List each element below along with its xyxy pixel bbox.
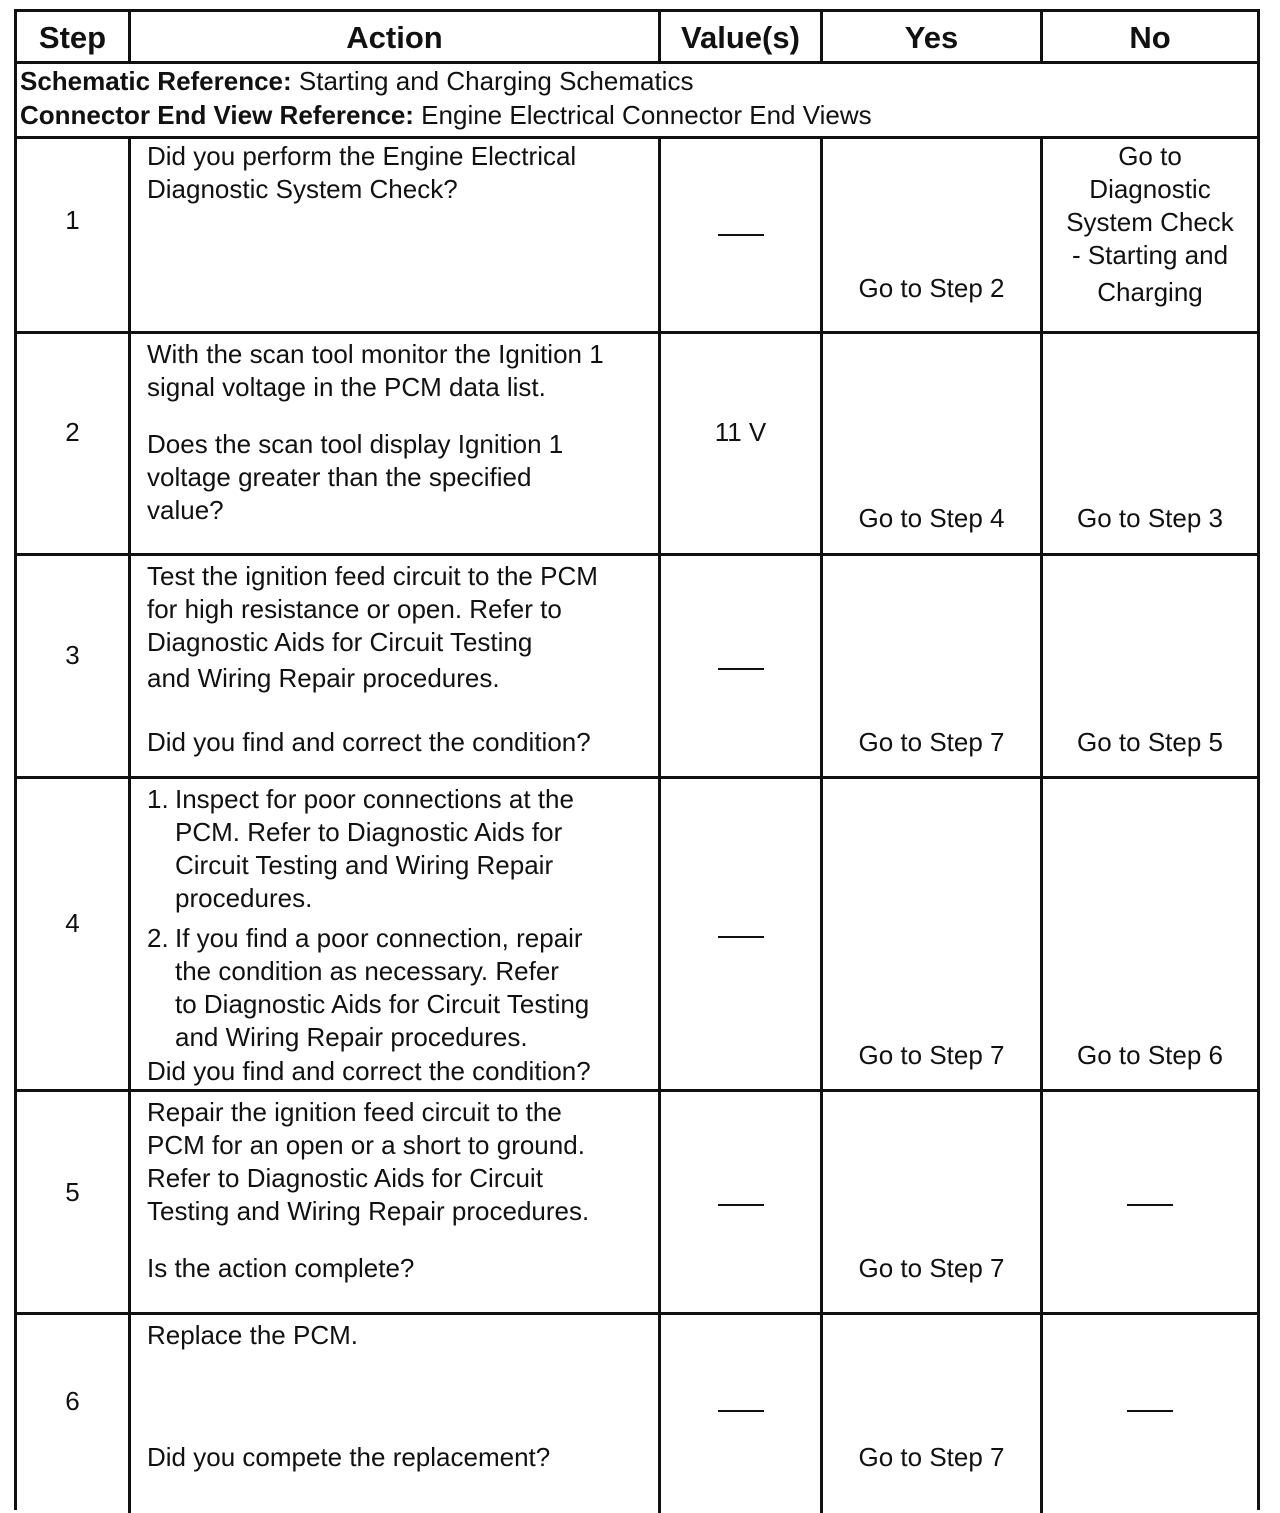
yes-cell	[820, 779, 1040, 1089]
step-number: 1	[65, 205, 80, 235]
action-cell	[128, 1092, 658, 1312]
yes-link[interactable]: Go to Step 2	[858, 273, 1005, 303]
no-line: - Starting and	[1071, 240, 1229, 270]
yes-link[interactable]: Go to Step 7	[858, 727, 1005, 757]
action-text	[147, 560, 650, 695]
yes-cell	[820, 334, 1040, 553]
yes-cell	[820, 139, 1040, 331]
action-line: Test the ignition feed circuit to the PCM	[147, 561, 598, 591]
yes-link[interactable]: Go to Step 7	[858, 1253, 1005, 1283]
step-number: 2	[65, 417, 80, 447]
step-cell	[17, 779, 128, 1089]
table-header-row	[17, 12, 1257, 64]
action-line: value?	[147, 495, 224, 525]
no-link[interactable]: Go to Step 6	[1077, 1040, 1223, 1070]
no-cell	[1040, 1092, 1257, 1312]
action-line: and Wiring Repair procedures.	[147, 663, 500, 693]
action-line: procedures.	[175, 883, 313, 913]
step-number: 3	[65, 640, 80, 670]
reference-row	[17, 64, 1257, 139]
step-number: 6	[65, 1386, 80, 1416]
no-line: Go to	[1118, 141, 1182, 171]
action-line: Refer to Diagnostic Aids for Circuit	[147, 1163, 543, 1193]
action-cell	[128, 334, 658, 553]
yes-link[interactable]: Go to Step 7	[858, 1442, 1005, 1472]
action-question: Is the action complete?	[147, 1253, 415, 1283]
step-cell	[17, 556, 128, 776]
step-cell	[17, 1092, 128, 1312]
header-action: Action	[128, 12, 658, 61]
action-question: Did you find and correct the condition?	[147, 727, 591, 757]
no-cell	[1040, 334, 1257, 553]
yes-cell	[820, 1092, 1040, 1312]
connector-reference	[17, 98, 1257, 132]
empty-no-dash	[1127, 1410, 1173, 1412]
value-cell	[658, 139, 820, 331]
action-line: Did you perform the Engine Electrical	[147, 141, 577, 171]
action-text	[147, 1096, 650, 1228]
action-question	[147, 428, 650, 527]
action-line: Inspect for poor connections at the	[175, 784, 574, 814]
table-row-step-4	[17, 779, 1257, 1092]
value-cell	[658, 556, 820, 776]
action-text	[147, 140, 650, 206]
action-question: Did you find and correct the condition?	[147, 1056, 591, 1086]
empty-no-dash	[1127, 1204, 1173, 1206]
empty-value-dash	[718, 1204, 764, 1206]
action-line: If you find a poor connection, repair	[175, 923, 583, 953]
action-line: and Wiring Repair procedures.	[175, 1022, 528, 1052]
value-cell	[658, 1315, 820, 1513]
yes-link[interactable]: Go to Step 7	[858, 1040, 1005, 1070]
action-line: voltage greater than the specified	[147, 462, 532, 492]
no-link[interactable]	[1043, 140, 1257, 309]
action-line: Does the scan tool display Ignition 1	[147, 429, 564, 459]
table-row-step-3	[17, 556, 1257, 779]
table-row-step-1	[17, 139, 1257, 334]
no-line: System Check	[1066, 207, 1234, 237]
table-row-step-2	[17, 334, 1257, 556]
empty-value-dash	[718, 936, 764, 938]
no-cell	[1040, 556, 1257, 776]
empty-value-dash	[718, 668, 764, 670]
action-text: Replace the PCM.	[147, 1320, 358, 1350]
action-line: for high resistance or open. Refer to	[147, 594, 562, 624]
step-cell	[17, 139, 128, 331]
header-no: No	[1040, 12, 1257, 61]
table-row-step-5	[17, 1092, 1257, 1315]
no-link[interactable]: Go to Step 5	[1077, 727, 1223, 757]
yes-cell	[820, 1315, 1040, 1513]
header-values: Value(s)	[658, 12, 820, 61]
action-cell	[128, 779, 658, 1089]
action-line: With the scan tool monitor the Ignition 1	[147, 339, 604, 369]
yes-cell	[820, 556, 1040, 776]
action-line: Repair the ignition feed circuit to the	[147, 1097, 562, 1127]
action-item-2	[147, 922, 650, 1054]
empty-value-dash	[718, 1410, 764, 1412]
no-cell	[1040, 779, 1257, 1089]
yes-link[interactable]: Go to Step 4	[858, 503, 1005, 533]
step-cell	[17, 1315, 128, 1513]
action-question: Did you compete the replacement?	[147, 1442, 551, 1472]
value-cell	[658, 1092, 820, 1312]
table-row-step-6	[17, 1315, 1257, 1513]
action-line: Circuit Testing and Wiring Repair	[175, 850, 554, 880]
value-text: 11 V	[714, 417, 767, 447]
value-cell	[658, 779, 820, 1089]
no-cell	[1040, 139, 1257, 331]
action-cell	[128, 556, 658, 776]
value-cell	[658, 334, 820, 553]
connector-reference-label: Connector End View Reference:	[20, 100, 414, 130]
no-link[interactable]: Go to Step 3	[1077, 503, 1223, 533]
action-line: the condition as necessary. Refer	[175, 956, 559, 986]
schematic-reference	[17, 64, 1257, 98]
action-cell	[128, 139, 658, 331]
schematic-reference-value: Starting and Charging Schematics	[291, 66, 694, 96]
no-line: Diagnostic	[1089, 174, 1211, 204]
schematic-reference-label: Schematic Reference:	[20, 66, 292, 96]
connector-reference-value: Engine Electrical Connector End Views	[413, 100, 872, 130]
action-text	[147, 338, 650, 404]
header-yes: Yes	[820, 12, 1040, 61]
action-cell	[128, 1315, 658, 1513]
step-cell	[17, 334, 128, 553]
action-line: to Diagnostic Aids for Circuit Testing	[175, 989, 590, 1019]
empty-value-dash	[718, 234, 764, 236]
action-item-1	[147, 783, 650, 915]
list-number: 1.	[147, 784, 169, 814]
header-step: Step	[38, 20, 107, 55]
list-item	[147, 922, 650, 1054]
list-item	[147, 783, 650, 915]
action-line: PCM. Refer to Diagnostic Aids for	[175, 817, 563, 847]
step-number: 5	[65, 1177, 80, 1207]
no-line: Charging	[1097, 277, 1203, 307]
action-line: Testing and Wiring Repair procedures.	[147, 1196, 590, 1226]
action-line: Diagnostic Aids for Circuit Testing	[147, 627, 533, 657]
diagnostic-table	[14, 9, 1260, 1510]
no-cell	[1040, 1315, 1257, 1513]
action-line: PCM for an open or a short to ground.	[147, 1130, 585, 1160]
action-line: signal voltage in the PCM data list.	[147, 372, 546, 402]
action-line: Diagnostic System Check?	[147, 174, 458, 204]
step-number: 4	[65, 908, 80, 938]
list-number: 2.	[147, 923, 169, 953]
